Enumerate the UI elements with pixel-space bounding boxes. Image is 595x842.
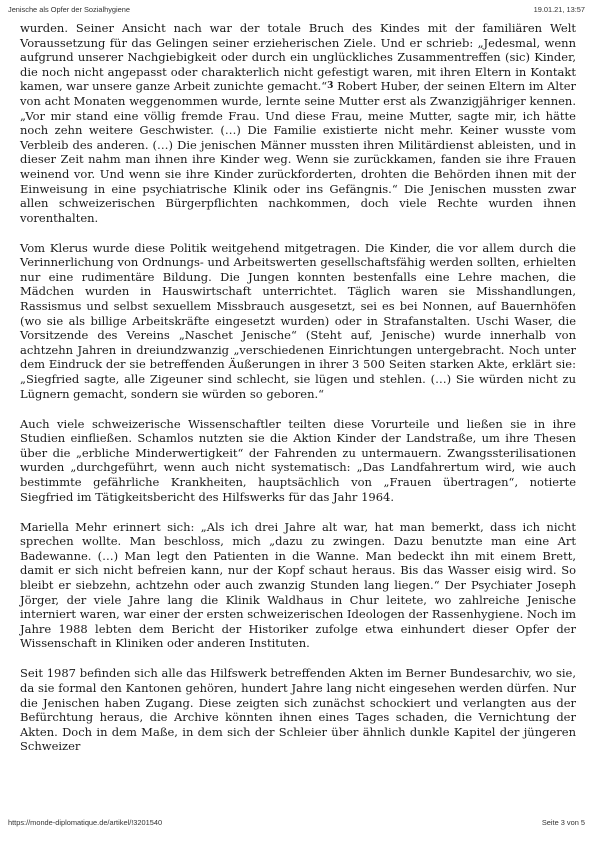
paragraph-1-part-b: Robert Huber, der seinen Eltern im Alter von acht Monaten weggenommen wurde, lernte seine Mutter erst als Zwanzigjähriger kennen. „Vor mir stand eine völlig fremde Frau. Und diese Frau, meine Mutter, sagte mir, ich hätte noch zehn weitere Geschwister. (…) Die Familie existierte nicht mehr. Keiner wusste vom Verbleib des anderen. (…) Die jenischen Männer mussten ihren Militärdienst ableisten, und in dieser Zeit nahm man ihnen ihre Kinder weg. Wenn sie zurückkamen, fanden sie ihre Frauen weinend vor. Und wenn sie ihre Kinder zurückforderten, drohten die Behörden ihnen mit der Einweisung in eine psychiatrische Klinik oder ins Gefängnis.“ Die Jenischen mussten zwar allen schweizerischen Bürgerpflichten nachkommen, doch viele Rechte wurden ihnen vorenthalten. (20, 79, 576, 225)
paragraph-4: Mariella Mehr erinnert sich: „Als ich drei Jahre alt war, hat man bemerkt, dass ich nicht sprechen wollte. Man beschloss, mich „dazu zu zwingen. Dazu benutzte man eine Art Badewanne. (…) Man legt den Patienten in die Wanne. Man bedeckt ihn mit einem Brett, damit er sich nicht befreien kann, nur der Kopf schaut heraus. Bis das Wasser eisig wird. So bleibt er siebzehn, achtzehn oder auch zwanzig Stunden lang liegen.“ Der Psychiater Joseph Jörger, der viele Jahre lang die Klinik Waldhaus in Chur leitete, wo zahlreiche Jenische interniert waren, war einer der ersten schweizerischen Ideologen der Rassenhygiene. Noch im Jahre 1988 lebten dem Bericht der Historiker zufolge etwa einhundert dieser Opfer der Wissenschaft in Kliniken oder anderen Instituten. (20, 519, 576, 651)
paragraph-5: Seit 1987 befinden sich alle das Hilfswerk betreffenden Akten im Berner Bundesarchiv, wo sie, da sie formal den Kantonen gehören, hundert Jahre lang nicht eingesehen werden dürfen. Nur die Jenischen haben Zugang. Diese zeigten sich zunächst schockiert und verlangten aus der Befürchtung heraus, die Archive könnten ihnen eines Tages schaden, die Vernichtung der Akten. Doch in dem Maße, in dem sich der Schleier über ähnlich dunkle Kapitel der jüngeren Schweizer (20, 666, 576, 754)
print-footer (8, 818, 585, 827)
document-title: Jenische als Opfer der Sozialhygiene (8, 5, 131, 14)
paragraph-1 (20, 21, 576, 225)
paragraph-2: Vom Klerus wurde diese Politik weitgehend mitgetragen. Die Kinder, die vor allem durch die Verinnerlichung von Ordnungs- und Arbeitswerten gesellschaftsfähig werden sollten, erhielten nur eine rudimentäre Bildung. Die Jungen konnten bestenfalls eine Lehre machen, die Mädchen wurden in Hauswirtschaft unterrichtet. Täglich waren sie Misshandlungen, Rassismus und selbst sexuellem Missbrauch ausgesetzt, sei es bei Nonnen, auf Bauernhöfen (wo sie als billige Arbeitskräfte eingesetzt wurden) oder in Strafanstalten. Uschi Waser, die Vorsitzende des Vereins „Naschet Jenische“ (Steht auf, Jenische) wurde innerhalb von achtzehn Jahren in dreiundzwanzig „verschiedenen Einrichtungen untergebracht. Noch unter dem Eindruck der sie betreffenden Äußerungen in ihrer 3 500 Seiten starken Akte, erklärt sie: „Siegfried sagte, alle Zigeuner sind schlecht, sie lügen und stehlen. (…) Sie würden nicht zu Lügnern gemacht, sondern sie würden so geboren.“ (20, 240, 576, 401)
paragraph-3: Auch viele schweizerische Wissenschaftler teilten diese Vorurteile und ließen sie in ihre Studien einfließen. Schamlos nutzten sie die Aktion Kinder der Landstraße, um ihre Thesen über die „erbliche Minderwertigkeit“ der Fahrenden zu untermauern. Zwangssterilisationen wurden „durchgeführt, wenn auch nicht systematisch: „Das Landfahrertum wird, wie auch bestimmte gefährliche Krankheiten, hauptsächlich von „Frauen übertragen“, notierte Siegfried im Tätigkeitsbericht des Hilfswerks für das Jahr 1964. (20, 416, 576, 504)
page-number: Seite 3 von 5 (541, 818, 585, 827)
paragraph-1-part-a: wurden. Seiner Ansicht nach war der totale Bruch des Kindes mit der familiären Welt Voraussetzung für das Gelingen seiner erzieherischen Ziele. Und er schrieb: „Jedesmal, wenn aufgrund unserer Nachgiebigkeit oder durch ein unglückliches Zusammentreffen (sic) Kinder, die noch nicht angepasst oder charakterlich nicht gefestigt waren, mit ihren Eltern in Kontakt kamen, war unsere ganze Arbeit zunichte gemacht.“ (20, 21, 576, 94)
page-url: https://monde-diplomatique.de/artikel/!3201540 (8, 818, 163, 827)
print-header (8, 5, 585, 14)
footnote-link[interactable]: 3 (327, 81, 334, 92)
article-body (20, 21, 576, 769)
print-datetime: 19.01.21, 13:57 (533, 5, 585, 14)
